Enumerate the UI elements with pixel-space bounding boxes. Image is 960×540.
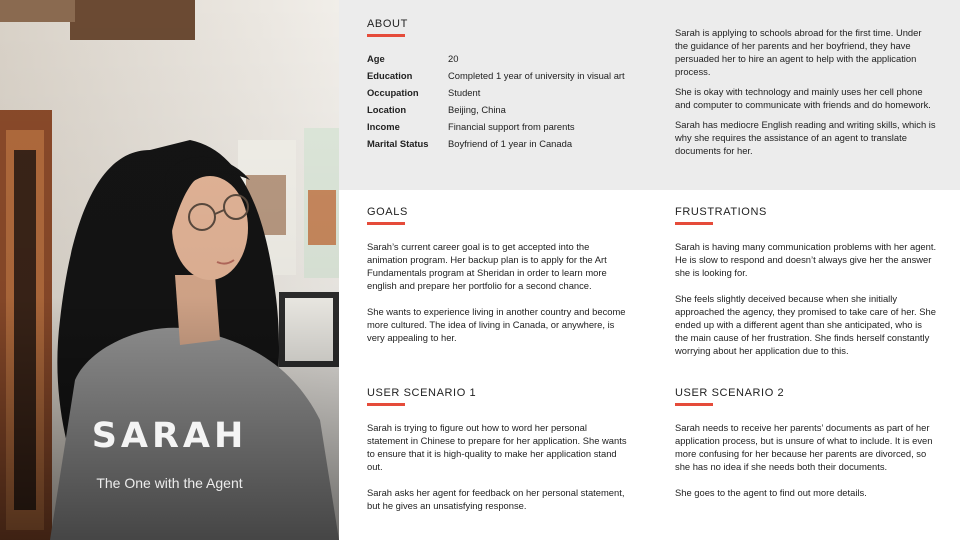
user-scenario-2-underline bbox=[675, 403, 713, 406]
goals-underline bbox=[367, 222, 405, 225]
user-scenario-1-paragraph: Sarah is trying to figure out how to word her personal statement in Chinese to prepare for her application. She wants to ensure that it is high-quality to make her application stand out. bbox=[367, 422, 627, 472]
user-scenario-2-paragraph: She goes to the agent to find out more details. bbox=[675, 487, 867, 498]
field-label: Age bbox=[367, 53, 385, 64]
about-paragraph: She is okay with technology and mainly uses her cell phone and computer to communicate with friends and do homework. bbox=[675, 86, 931, 110]
user-scenario-1-heading: USER SCENARIO 1 bbox=[367, 387, 477, 399]
field-label: Occupation bbox=[367, 87, 419, 98]
field-label: Location bbox=[367, 104, 407, 115]
frustrations-section bbox=[675, 206, 937, 370]
persona-name: SARAH bbox=[91, 416, 248, 456]
field-row-education bbox=[367, 69, 657, 86]
field-value: 20 bbox=[448, 53, 459, 64]
field-value: Financial support from parents bbox=[448, 121, 575, 132]
goals-heading: GOALS bbox=[367, 206, 408, 218]
about-paragraph: Sarah has mediocre English reading and writing skills, which is why she requires the assistance of an agent to translate documents for her. bbox=[675, 119, 936, 156]
field-row-age bbox=[367, 52, 657, 69]
about-section bbox=[367, 18, 408, 37]
field-label: Income bbox=[367, 121, 400, 132]
goals-section bbox=[367, 206, 627, 357]
persona-photo bbox=[0, 0, 339, 540]
field-row-income bbox=[367, 120, 657, 137]
user-scenario-2-heading: USER SCENARIO 2 bbox=[675, 387, 785, 399]
field-label: Education bbox=[367, 70, 413, 81]
field-label: Marital Status bbox=[367, 138, 429, 149]
about-fields bbox=[367, 52, 657, 154]
user-scenario-2-paragraph: Sarah needs to receive her parents’ documents as part of her application process, but is unsure of what to include. It is even more confusing for her because her parents are divorced, so she has no idea if she needs both their documents. bbox=[675, 422, 933, 472]
user-scenario-2-section bbox=[675, 387, 937, 512]
field-value: Beijing, China bbox=[448, 104, 506, 115]
user-scenario-1-paragraph: Sarah asks her agent for feedback on her personal statement, but he gives an unsatisfying response. bbox=[367, 487, 625, 511]
field-value: Student bbox=[448, 87, 481, 98]
field-value: Boyfriend of 1 year in Canada bbox=[448, 138, 573, 149]
persona-photo-illustration bbox=[0, 0, 339, 540]
frustrations-paragraph: Sarah is having many communication problems with her agent. He is slow to respond and doesn’t always give her the answer she is looking for. bbox=[675, 241, 937, 278]
about-description bbox=[675, 26, 937, 164]
field-row-location bbox=[367, 103, 657, 120]
about-paragraph: Sarah is applying to schools abroad for the first time. Under the guidance of her parents and her boyfriend, they have persuaded her to hire an agent to help with the application process. bbox=[675, 27, 922, 77]
persona-tagline: The One with the Agent bbox=[96, 475, 243, 491]
field-row-occupation bbox=[367, 86, 657, 103]
goals-paragraph: She wants to experience living in another country and become more cultured. The idea of living in Canada, or anywhere, is very appealing to her. bbox=[367, 306, 626, 343]
frustrations-heading: FRUSTRATIONS bbox=[675, 206, 767, 218]
user-scenario-1-section bbox=[367, 387, 627, 525]
user-scenario-1-underline bbox=[367, 403, 405, 406]
field-row-marital-status bbox=[367, 137, 657, 154]
frustrations-paragraph: She feels slightly deceived because when she initially approached the agency, they promised to take care of her. She ended up with a different agent than she anticipated, who is the main cause of her frustration. She finds herself constantly worrying about her application due to this. bbox=[675, 293, 936, 356]
frustrations-underline bbox=[675, 222, 713, 225]
field-value: Completed 1 year of university in visual art bbox=[448, 70, 625, 81]
about-underline bbox=[367, 34, 405, 37]
about-heading: ABOUT bbox=[367, 18, 408, 30]
goals-paragraph: Sarah’s current career goal is to get accepted into the animation program. Her backup plan is to apply for the Art Fundamentals program at Sheridan in order to learn more english and prepare her portfolio for a second chance. bbox=[367, 241, 607, 291]
